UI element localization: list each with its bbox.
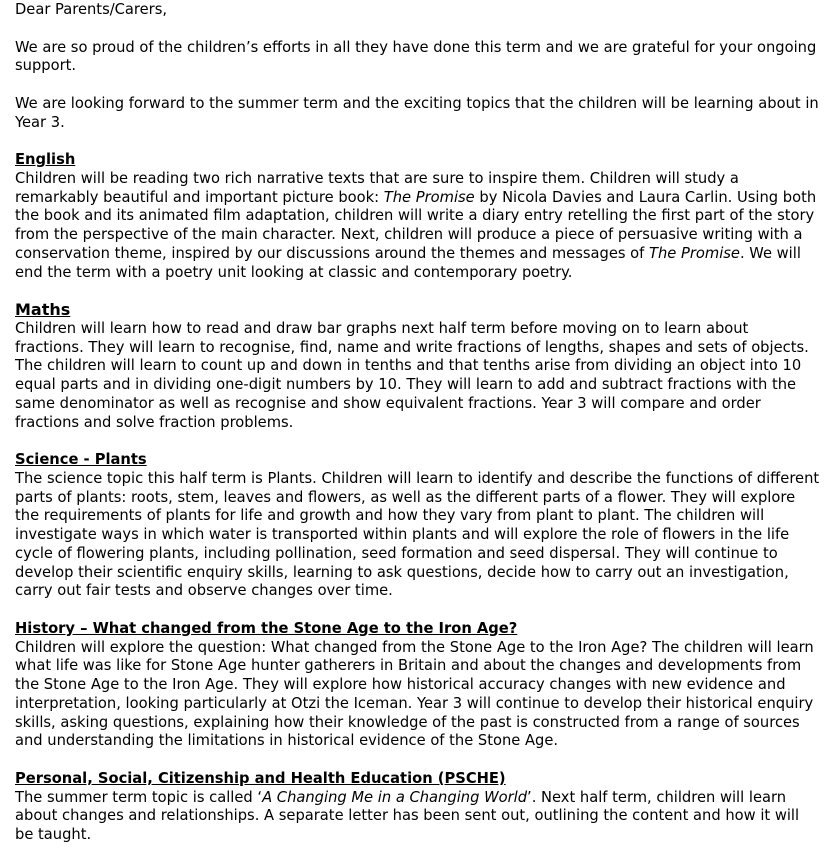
psche-topic-title: A Changing Me in a Changing World — [262, 788, 528, 806]
psche-section — [15, 770, 821, 845]
psche-text-2: ’. Next half term, children will learn about changes and relationships. A separate letter has been sent out, outlining the content and how it will be taught. — [15, 788, 800, 843]
spacer — [15, 132, 821, 151]
spacer — [15, 751, 821, 770]
greeting: Dear Parents/Carers, — [15, 1, 168, 18]
psche-heading: Personal, Social, Citizenship and Health Education (PSCHE) — [15, 769, 506, 787]
english-text-3: . We will end the term with a poetry unit looking at classic and contemporary poetry. — [15, 244, 801, 281]
english-text-1: Children will be reading two rich narrative texts that are sure to inspire them. Children will study a remarkably beautiful and important picture book: — [15, 169, 739, 206]
science-section — [15, 451, 821, 601]
letter — [15, 1, 821, 845]
history-heading: History – What changed from the Stone Age to the Iron Age? — [15, 619, 518, 637]
history-section — [15, 620, 821, 751]
spacer — [15, 282, 821, 301]
english-book-title-1: The Promise — [383, 188, 475, 206]
spacer — [15, 432, 821, 451]
english-section — [15, 151, 821, 282]
science-body: The science topic this half term is Plants. Children will learn to identify and describe the functions of different parts of plants: roots, stem, leaves and flowers, as well as the different parts of a flower. They will explore the requirements of plants for life and growth and how they vary from plant to plant. The children will investigate ways in which water is transported within plants and will explore the role of flowers in the life cycle of flowering plants, including pollination, seed formation and seed dispersal. They will continue to develop their scientific enquiry skills, learning to ask questions, decide how to carry out an investigation, carry out fair tests and observe changes over time. — [15, 469, 820, 600]
psche-text-1: The summer term topic is called ‘ — [15, 788, 263, 806]
english-text-2: by Nicola Davies and Laura Carlin. Using both the book and its animated film adaptation, children will write a diary entry retelling the first part of the story from the perspective of the main character. Next, children will produce a piece of persuasive writing with a conservation theme, inspired by our discussions around the themes and messages of — [15, 188, 817, 262]
intro-paragraph-1: We are so proud of the children’s efforts in all they have done this term and we are grateful for your ongoing support. — [15, 38, 817, 75]
maths-section — [15, 301, 821, 432]
intro-paragraph-2: We are looking forward to the summer term and the exciting topics that the children will be learning about in Year 3. — [15, 94, 819, 131]
spacer — [15, 601, 821, 620]
maths-body: Children will learn how to read and draw bar graphs next half term before moving on to learn about fractions. They will learn to recognise, find, name and write fractions of lengths, shapes and sets of objects. The children will learn to count up and down in tenths and that tenths arise from dividing an object into 10 equal parts and in dividing one-digit numbers by 10. They will learn to add and subtract fractions with the same denominator as well as recognise and show equivalent fractions. Year 3 will compare and order fractions and solve fraction problems. — [15, 319, 809, 431]
english-book-title-2: The Promise — [649, 244, 740, 262]
spacer — [15, 76, 821, 95]
science-heading: Science - Plants — [15, 451, 147, 468]
english-body — [15, 170, 821, 283]
psche-body — [15, 789, 821, 845]
maths-heading: Maths — [15, 300, 71, 319]
history-body: Children will explore the question: What changed from the Stone Age to the Iron Age? The children will learn what life was like for Stone Age hunter gatherers in Britain and about the changes and developments from the Stone Age to the Iron Age. They will explore how historical accuracy changes with new evidence and interpretation, looking particularly at Otzi the Iceman. Year 3 will continue to develop their historical enquiry skills, asking questions, explaining how their knowledge of the past is constructed from a range of sources and understanding the limitations in historical evidence of the Stone Age. — [15, 638, 814, 750]
spacer — [15, 20, 821, 39]
english-heading: English — [15, 151, 76, 168]
